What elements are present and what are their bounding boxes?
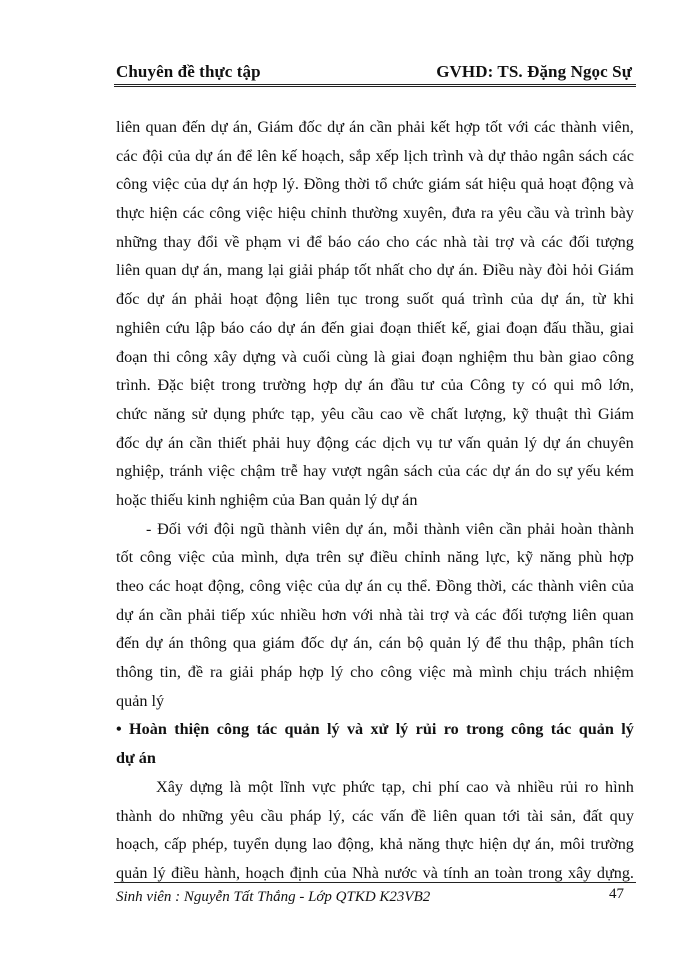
text-line: đoạn thi công xây dựng và cuối cùng là giai đoạn nghiệm thu bàn giao công — [116, 347, 634, 366]
text-line: thực hiện các công việc hiệu chỉnh thường xuyên, đưa ra yêu cầu và trình bày — [116, 204, 634, 223]
footer-student-info: Sinh viên : Nguyễn Tất Thắng - Lớp QTKD K23VB2 — [116, 889, 431, 905]
text-line: thành do những yêu cầu pháp lý, các vấn đề liên quan tới tài sản, đất quy — [116, 806, 634, 825]
page-header — [114, 58, 636, 87]
header-document-title: Chuyên đề thực tập — [116, 62, 261, 81]
text-line: đốc dự án cần thiết phải huy động các dịch vụ tư vấn quản lý dự án chuyên — [116, 433, 634, 452]
text-line: liên quan đến dự án, Giám đốc dự án cần phải kết hợp tốt với các thành viên, — [116, 118, 634, 136]
text-line: dự án cần phải tiếp xúc nhiều hơn với nhà tài trợ và các đối tượng liên quan — [116, 605, 634, 624]
paragraph-block-1 — [116, 113, 634, 715]
text-line: quản lý điều hành, hoạch định của Nhà nước và tính an toàn trong xây dựng. — [116, 863, 634, 882]
text-line: các đội của dự án để lên kế hoạch, sắp xếp lịch trình và dự thảo ngân sách các — [116, 146, 634, 165]
text-line: đốc dự án phải hoạt động liên tục trong suốt quá trình của dự án, từ khi — [116, 290, 634, 309]
text-line: thông tin, đề ra giải pháp hợp lý cho công việc mà mình chịu trách nhiệm — [116, 663, 634, 682]
text-line: trình. Đặc biệt trong trường hợp dự án đầu tư của Công ty có qui mô lớn, — [116, 376, 634, 395]
section-heading-line: • Hoàn thiện công tác quản lý và xử lý rủi ro trong công tác quản lý — [116, 720, 634, 739]
header-supervisor: GVHD: TS. Đặng Ngọc Sự — [436, 62, 632, 81]
text-line: nghiên cứu lập báo cáo dự án đến giai đoạn thiết kế, giai đoạn đấu thầu, giai — [116, 318, 634, 337]
text-line: đến dự án thông qua giám đốc dự án, cán bộ quản lý để thu thập, phân tích — [116, 634, 634, 653]
text-line: chức năng sử dụng phức tạp, yêu cầu cao về chất lượng, kỹ thuật thì Giám — [116, 404, 634, 423]
text-line: - Đối với đội ngũ thành viên dự án, mỗi thành viên cần phải hoàn thành — [146, 519, 634, 538]
section-heading-continuation — [116, 744, 634, 773]
text-line: Xây dựng là một lĩnh vực phức tạp, chi phí cao và nhiều rủi ro hình — [156, 777, 634, 796]
text-line: hoạch, cấp phép, tuyển dụng lao động, khả năng thực hiện dự án, môi trường — [116, 835, 634, 854]
section-heading-text-2: dự án — [116, 749, 156, 768]
text-line: theo các hoạt động, công việc của dự án cụ thể. Đồng thời, các thành viên của — [116, 577, 634, 595]
text-line: nghiệp, tránh việc chậm trễ hay vượt ngân sách của các dự án do sự yếu kém — [116, 462, 634, 481]
text-line: liên quan dự án, mang lại giải pháp tốt nhất cho dự án. Điều này đòi hỏi Giám — [116, 261, 634, 280]
text-line: tốt công việc của mình, dựa trên sự điều chỉnh năng lực, kỹ năng phù hợp — [116, 548, 634, 567]
page-number: 47 — [609, 886, 624, 902]
text-line: công việc của dự án hợp lý. Đồng thời tổ chức giám sát hiệu quả hoạt động và — [116, 175, 634, 194]
page-footer — [114, 882, 636, 910]
page-body — [116, 113, 634, 888]
text-line: những thay đổi về phạm vi để báo cáo cho các nhà tài trợ và các đối tượng — [116, 232, 634, 251]
text-line: hoặc thiếu kinh nghiệm của Ban quản lý dự án — [116, 490, 418, 509]
text-line: quản lý — [116, 691, 165, 710]
paragraph-block-2 — [116, 773, 634, 888]
